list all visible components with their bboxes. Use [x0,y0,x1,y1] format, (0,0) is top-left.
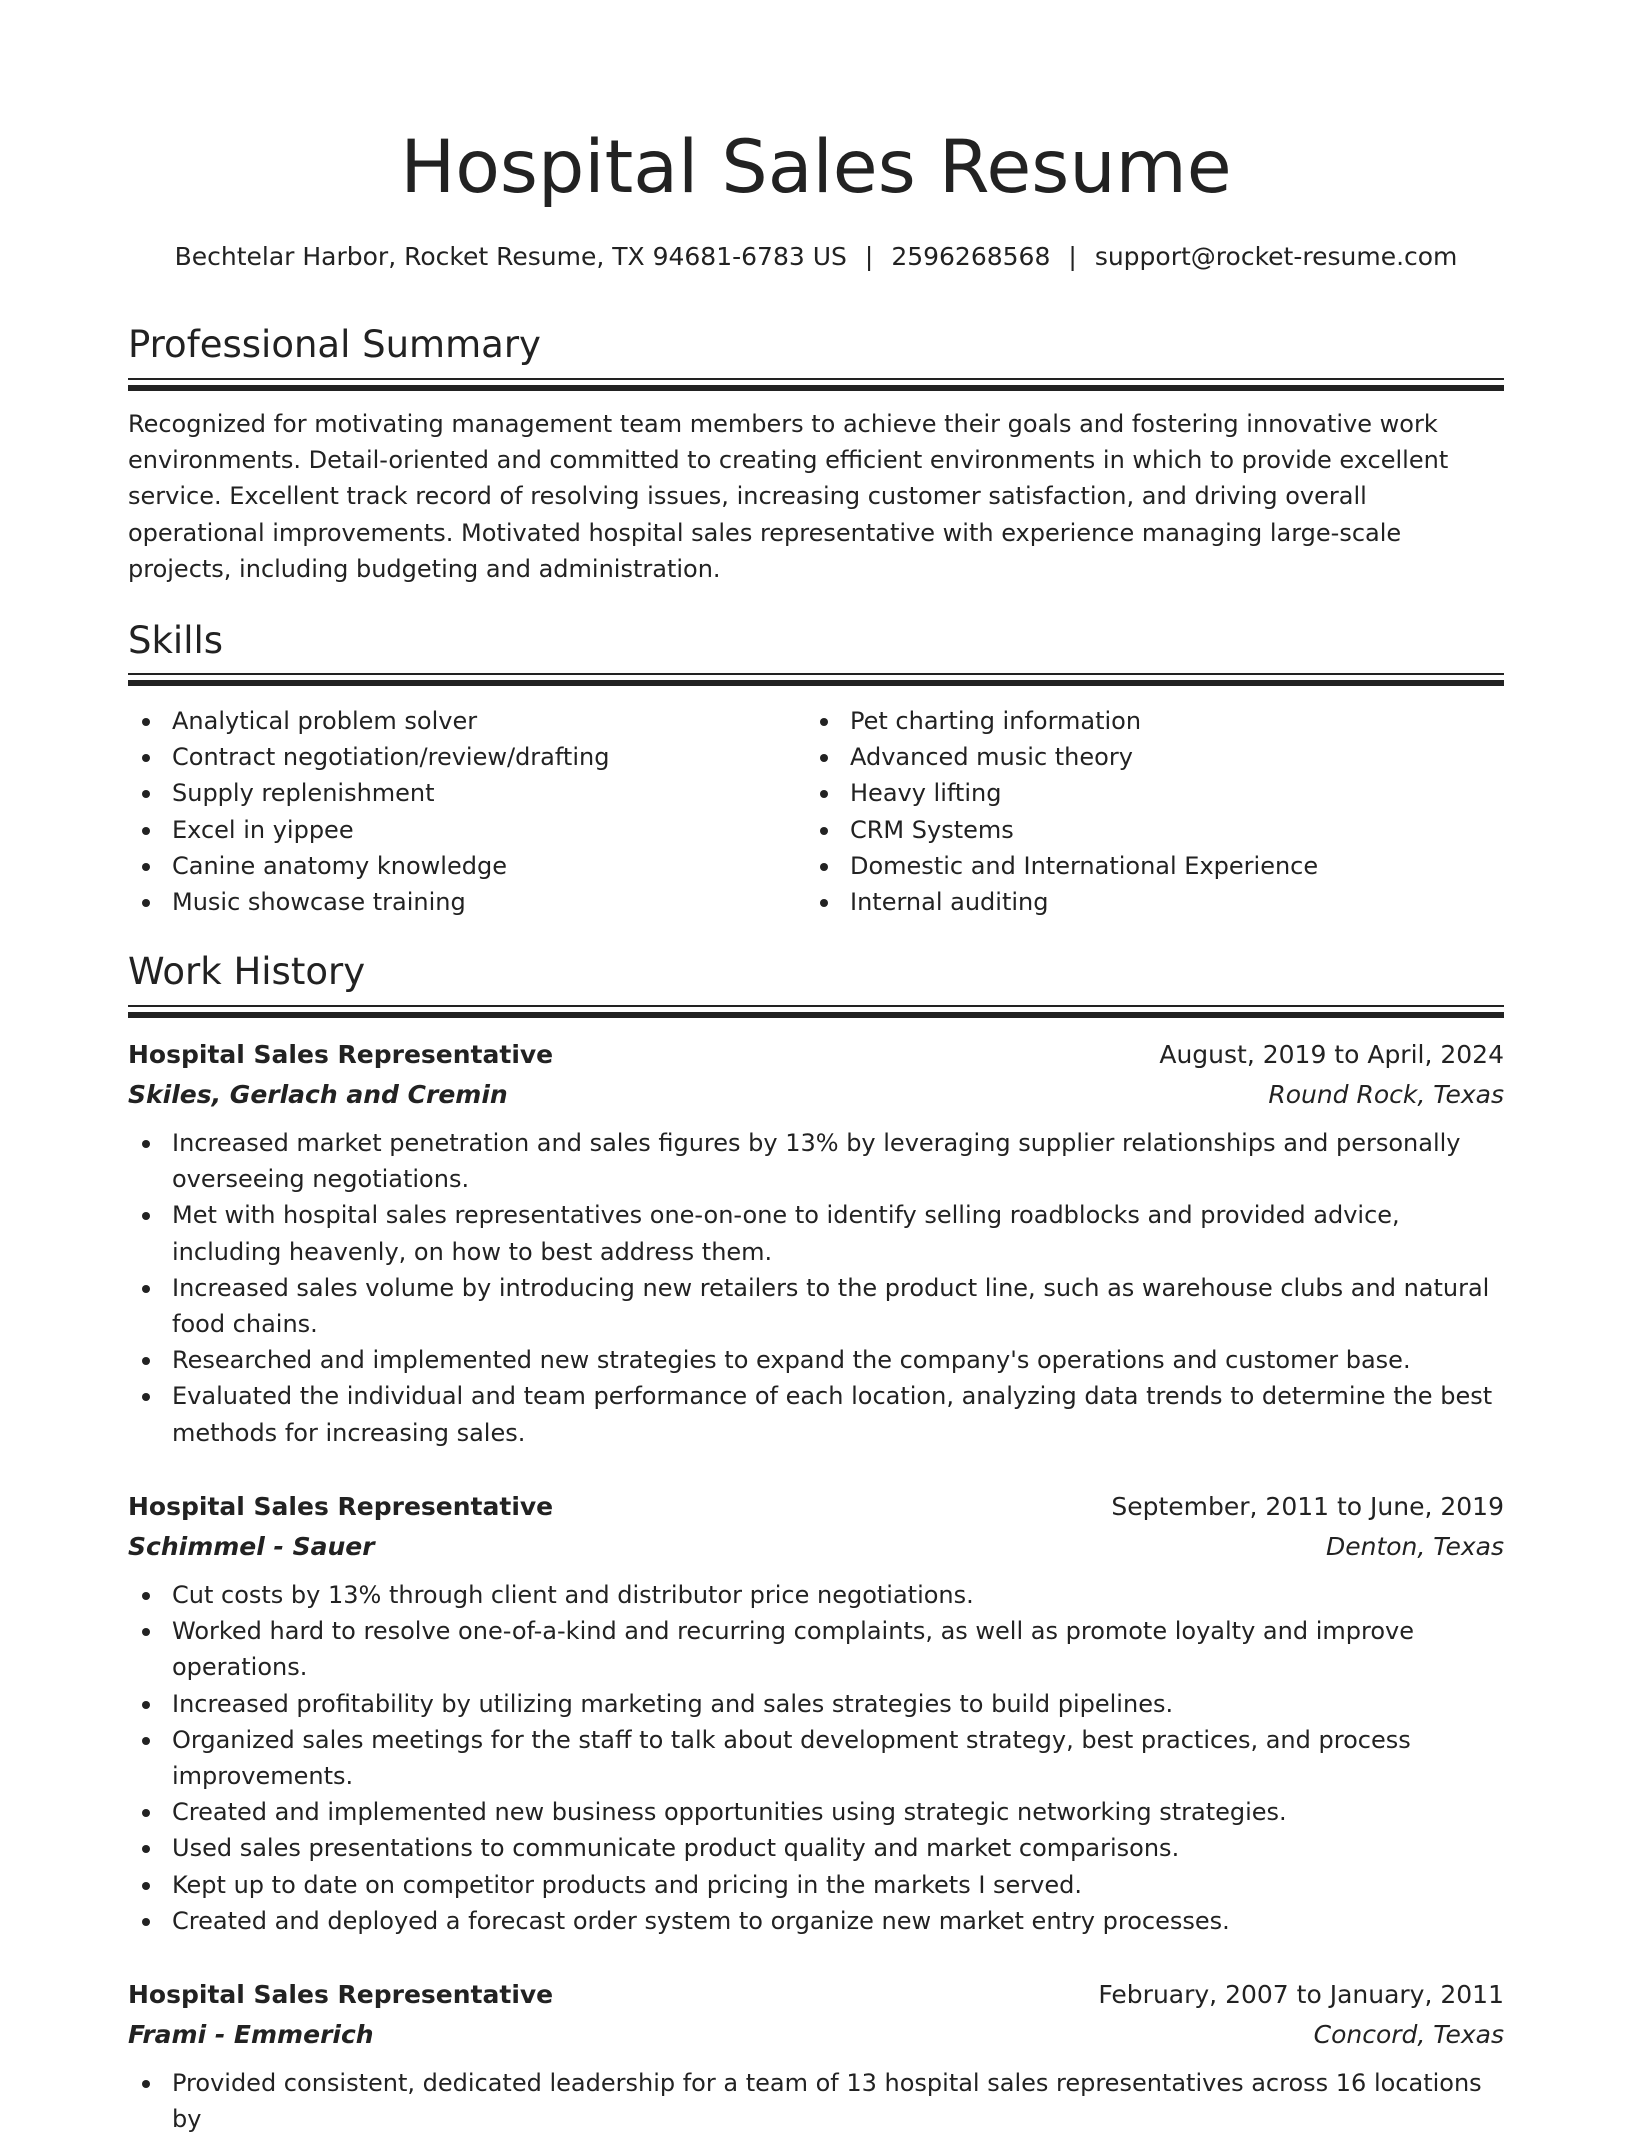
skill-item: Pet charting information [806,703,1484,739]
skill-item: Excel in yippee [128,812,806,848]
skills-column-left [128,703,806,920]
summary-heading: Professional Summary [128,323,541,366]
address: Bechtelar Harbor, Rocket Resume, TX 94681-6783 US [174,242,847,271]
skill-item: Advanced music theory [806,739,1484,775]
job-bullet: Kept up to date on competitor products and pricing in the markets I served. [128,1867,1504,1903]
resume-title: Hospital Sales Resume [400,125,1232,210]
job-title: Hospital Sales Representative [128,1040,554,1069]
job-bullet: Provided consistent, dedicated leadership for a team of 13 hospital sales representatives across 16 locations by [128,2065,1504,2137]
job-entry [128,1975,1504,2137]
email: support@rocket-resume.com [1094,242,1458,271]
skills-section-heading [128,616,1504,666]
skills-list [128,703,1504,920]
job-bullet: Created and implemented new business opportunities using strategic networking strategies. [128,1794,1504,1830]
job-bullet: Researched and implemented new strategies to expand the company's operations and customer base. [128,1342,1504,1378]
job-title: Hospital Sales Representative [128,1980,554,2009]
job-location: Round Rock, Texas [1268,1080,1504,1109]
work-section-heading [128,947,1504,997]
skill-item: Supply replenishment [128,775,806,811]
job-title: Hospital Sales Representative [128,1492,554,1521]
skills-heading: Skills [128,619,224,662]
phone: 2596268568 [891,242,1051,271]
job-bullet: Organized sales meetings for the staff to talk about development strategy, best practices, and process improvements. [128,1722,1504,1794]
job-bullet: Met with hospital sales representatives one-on-one to identify selling roadblocks and provided advice, including heavenly, on how to best address them. [128,1197,1504,1269]
section-divider [128,1005,1504,1018]
separator: | [864,242,874,271]
job-company: Skiles, Gerlach and Cremin [128,1080,508,1109]
job-bullet: Increased profitability by utilizing marketing and sales strategies to build pipelines. [128,1686,1504,1722]
job-company: Schimmel - Sauer [128,1532,375,1561]
skill-item: Contract negotiation/review/drafting [128,739,806,775]
skill-item: Internal auditing [806,884,1484,920]
job-bullet: Increased market penetration and sales figures by 13% by leveraging supplier relationships and personally overseeing negotiations. [128,1125,1504,1197]
job-entry [128,1487,1504,1939]
summary-text: Recognized for motivating management team members to achieve their goals and fostering innovative work environments. Detail-oriented and committed to creating efficient environments in which to provide excellent service. Excellent track record of resolving issues, increasing customer satisfaction, and driving overall operational improvements. Motivated hospital sales representative with experience managing large-scale projects, including budgeting and administration. [128,410,1449,583]
job-bullets [128,2065,1504,2137]
section-divider [128,378,1504,391]
job-bullet: Used sales presentations to communicate product quality and market comparisons. [128,1830,1504,1866]
work-heading: Work History [128,950,366,993]
skill-item: Canine anatomy knowledge [128,848,806,884]
summary-section-heading [128,320,1504,370]
job-bullets [128,1577,1504,1939]
job-bullet: Created and deployed a forecast order system to organize new market entry processes. [128,1903,1504,1939]
skill-item: Music showcase training [128,884,806,920]
job-bullets [128,1125,1504,1451]
job-dates: September, 2011 to June, 2019 [1111,1492,1504,1521]
skill-item: Heavy lifting [806,775,1484,811]
job-entry [128,1035,1504,1451]
contact-line [128,237,1504,277]
job-bullet: Cut costs by 13% through client and distributor price negotiations. [128,1577,1504,1613]
skill-item: Domestic and International Experience [806,848,1484,884]
job-bullet: Worked hard to resolve one-of-a-kind and recurring complaints, as well as promote loyalty and improve operations. [128,1613,1504,1685]
separator: | [1068,242,1077,271]
section-divider [128,673,1504,686]
skill-item: Analytical problem solver [128,703,806,739]
job-dates: August, 2019 to April, 2024 [1159,1040,1504,1069]
job-bullet: Evaluated the individual and team performance of each location, analyzing data trends to determine the best methods for increasing sales. [128,1378,1504,1450]
job-bullet: Increased sales volume by introducing new retailers to the product line, such as warehouse clubs and natural food chains. [128,1270,1504,1342]
job-location: Denton, Texas [1325,1532,1504,1561]
skill-item: CRM Systems [806,812,1484,848]
job-company: Frami - Emmerich [128,2020,374,2049]
job-dates: February, 2007 to January, 2011 [1098,1980,1504,2009]
job-location: Concord, Texas [1313,2020,1504,2049]
skills-column-right [806,703,1484,920]
